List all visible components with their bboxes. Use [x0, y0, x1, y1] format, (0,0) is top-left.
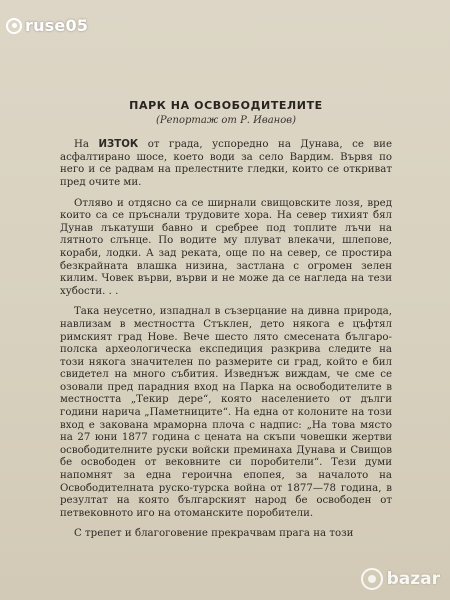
- paragraph-1: [60, 139, 392, 189]
- paragraph-1-text: от града, успоредно на Дунава, се вие асфалтирано шосе, което води за село Вардим. Вървя по него и се радвам на прелестните гледки, които се откриват пред очите ми.: [60, 139, 392, 188]
- watermark-top-text: ruse05: [25, 16, 89, 35]
- watermark-bottom: [361, 568, 440, 590]
- watermark-bottom-text: bazar: [386, 569, 440, 589]
- article: [60, 100, 392, 549]
- paragraph-2: Отляво и отдясно са се ширнали свищовските лозя, вред които са се пръснали трудовите хора. На север тихият бял Дунав лъкатуши бавно и сребрее под топлите лъчи на лятното слънце. По водите му плуват влекачи, шлепове, кораби, лодки. А зад реката, още по на север, се простира безкрайната влашка низина, застлана с огромен зелен килим. Човек върви, върви и не може да се нагледа на тези хубости. . .: [60, 197, 392, 297]
- watermark-top: [6, 16, 88, 35]
- paragraph-3: Така неусетно, изпаднал в съзерцание на дивна природа, навлизам в местността Стъклен, дето някога е цъфтял римският град Нове. Вече шесто лято смесената българо-полска археологическа експедиция разкрива следите на този някога значителен по размерите си град, който е бил свидетел на много събития. Изведнъж виждам, че сме се озовали пред парадния вход на Парка на освободителите в местността „Текир дере“, която населението от дълги години нарича „Паметниците“. На една от колоните на този вход е закована мраморна плоча с надпис: „На това място на 27 юни 1877 година с цената на скъпи човешки жертви освободителните руски войски преминаха Дунава и Свищов бе освободен от вековните си поробители“. Тези думи напомнят за една героична епопея, за началото на Освободителната руско-турска война от 1877—78 година, в резултат на която българският народ бе освободен от петвековното иго на отоманските поробители.: [60, 306, 392, 519]
- article-subtitle: (Репортаж от Р. Иванов): [156, 114, 296, 126]
- article-title: ПАРК НА ОСВОБОДИТЕЛИТЕ: [129, 99, 323, 112]
- paragraph-4: С трепет и благоговение прекрачвам прага на този: [74, 528, 354, 540]
- watermark-bazar-logo-icon: [361, 568, 383, 590]
- paragraph-1-lead: ИЗТОК: [98, 139, 139, 151]
- paragraph-1-prefix: На: [74, 139, 99, 151]
- watermark-logo-icon: [6, 18, 22, 34]
